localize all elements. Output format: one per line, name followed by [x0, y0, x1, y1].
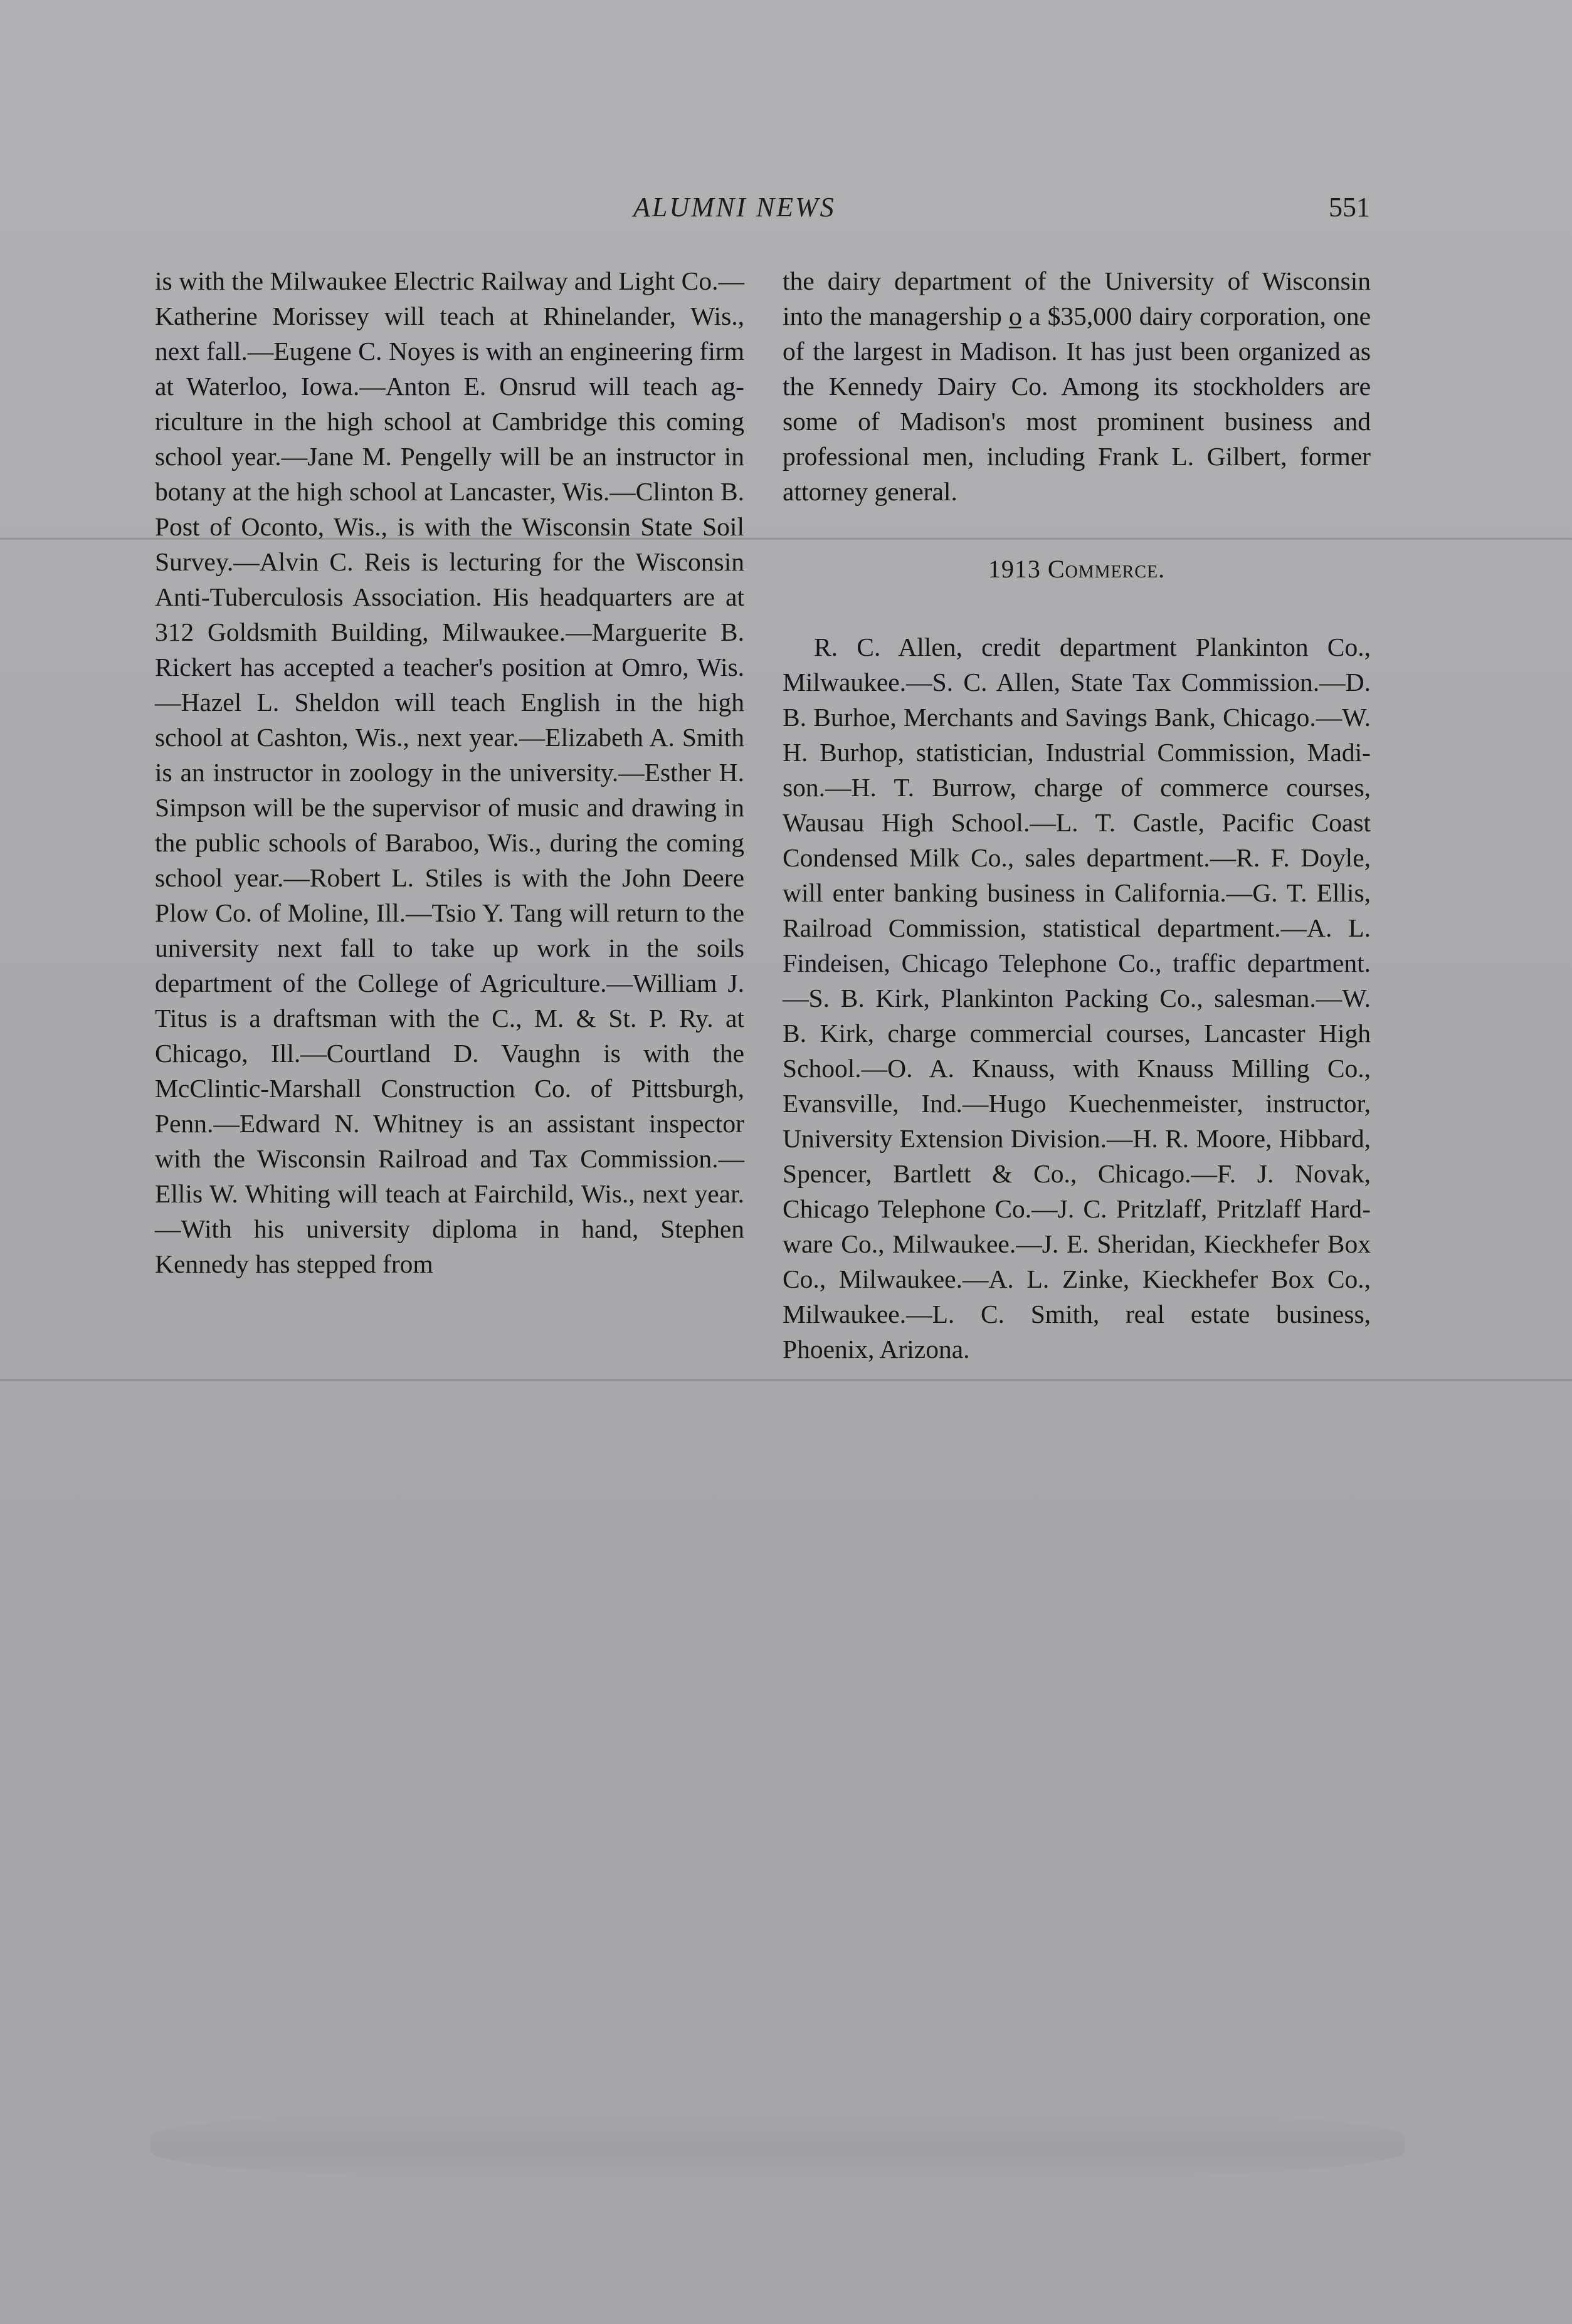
running-head: ALUMNI NEWS [633, 192, 836, 223]
right-column [783, 263, 1371, 1367]
left-column [155, 263, 744, 1281]
page-number: 551 [1329, 192, 1370, 223]
page-crease-lower [0, 1379, 1572, 1381]
left-column-text: is with the Milwaukee Electric Railway and Light Co.—Katherine Morissey will teach at Rhinelander, Wis., next fall.—Eugene C. Noyes is with an engineering firm at Waterloo, Iowa.—Anton E. Onsrud will teach agriculture in the high school at Cambridge this coming school year.—Jane M. Pengelly will be an instructor in botany at the high school at Lancaster, Wis.—Clinton B. Post of Oconto, Wis., is with the Wisconsin State Soil Survey.—Alvin C. Reis is lecturing for the Wisconsin Anti-Tuberculosis Association. His headquarters are at 312 Goldsmith Building, Milwaukee.—Marguerite B. Rickert has accepted a teacher's position at Omro, Wis.—Hazel L. Sheldon will teach English in the high school at Cashton, Wis., next year.—Elizabeth A. Smith is an instructor in zoology in the university.—Esther H. Simpson will be the supervisor of music and drawing in the public schools of Baraboo, Wis., during the coming school year.—Robert L. Stiles is with the John Deere Plow Co. of Moline, Ill.—Tsio Y. Tang will return to the university next fall to take up work in the soils department of the College of Agriculture.—William J. Titus is a draftsman with the C., M. & St. P. Ry. at Chicago, Ill.—Courtland D. Vaughn is with the McClintic-Marshall Construction Co. of Pittsburgh, Penn.—Edward N. Whitney is an assistant inspector with the Wisconsin Railroad and Tax Commission.—Ellis W. Whiting will teach at Fairchild, Wis., next year.—With his university diploma in hand, Stephen Kennedy has stepped from [155, 266, 744, 1278]
section-heading: 1913 Commerce. [988, 555, 1166, 583]
right-column-continuation: the dairy department of the University of Wisconsin into the managership o̲ a $35,000 dairy corporation, one of the largest in Madison. It has just been organized as the Kennedy Dairy Co. Among its stockholders are some of Madison's most prominent business and professional men, including Frank L. Gilbert, former attorney general. [783, 266, 1371, 506]
water-stain [150, 2106, 1405, 2182]
section-text: R. C. Allen, credit department Plankinton Co., Milwaukee.—S. C. Allen, State Tax Commission.—D. B. Burhoe, Merchants and Savings Bank, Chicago.—W. H. Burhop, statistician, Industrial Commission, Madison.—H. T. Burrow, charge of commerce courses, Wausau High School.—L. T. Castle, Pacific Coast Condensed Milk Co., sales department.—R. F. Doyle, will enter banking business in California.—G. T. Ellis, Railroad Commission, statistical department.—A. L. Findeisen, Chicago Telephone Co., traffic department.—S. B. Kirk, Plankinton Packing Co., salesman.—W. B. Kirk, charge commercial courses, Lancaster High School.—O. A. Knauss, with Knauss Milling Co., Evansville, Ind.—Hugo Kuechenmeister, instructor, University Extension Division.—H. R. Moore, Hibbard, Spencer, Bartlett & Co., Chicago.—F. J. Novak, Chicago Telephone Co.—J. C. Pritzlaff, Pritzlaff Hardware Co., Milwaukee.—J. E. Sheridan, Kieckhefer Box Co., Milwaukee.—A. L. Zinke, Kieckhefer Box Co., Milwaukee.—L. C. Smith, real estate business, Phoenix, Arizona. [783, 633, 1371, 1364]
